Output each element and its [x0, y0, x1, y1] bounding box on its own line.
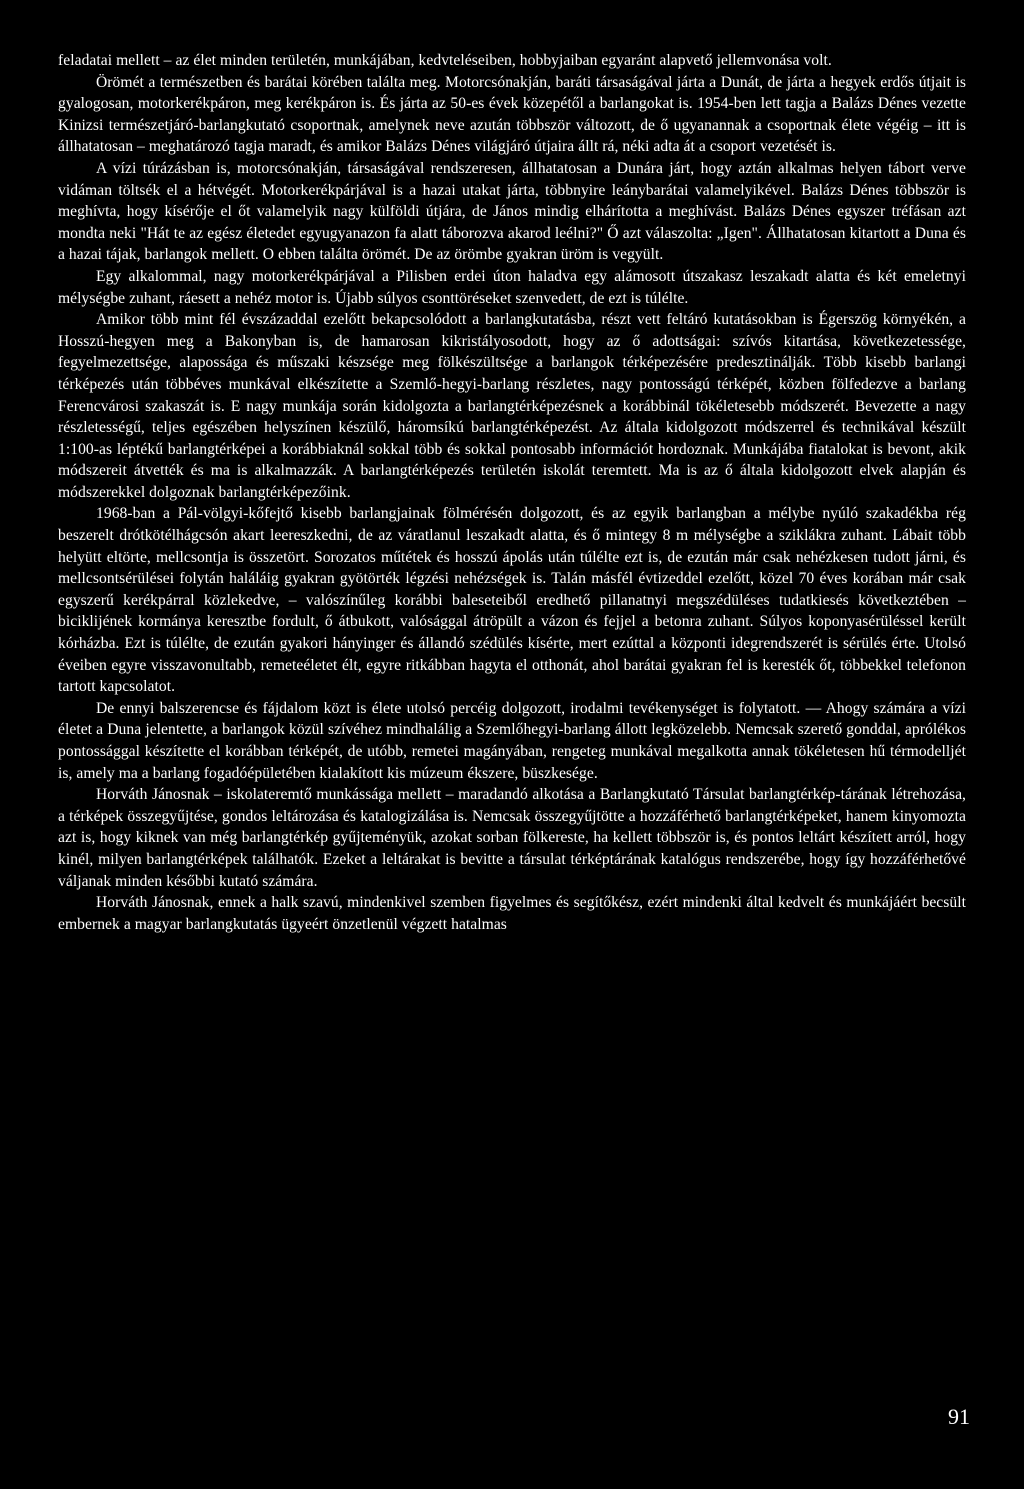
- article-body: [58, 50, 966, 935]
- page-number: 91: [948, 1404, 970, 1429]
- paragraph-4: Egy alkalommal, nagy motorkerékpárjával a Pilisben erdei úton haladva egy alámosott útszakasz leszakadt alatta és két emeletnyi mélységbe zuhant, ráesett a nehéz motor is. Újabb súlyos csonttöréseket szenvedett, de ezt is túlélte.: [58, 267, 966, 307]
- paragraph-6: 1968-ban a Pál-völgyi-kőfejtő kisebb barlangjainak fölmérésén dolgozott, és az egyik barlangban a mélybe nyúló szakadékba rég beszerelt drótkötélhágcsón akart leereszkedni, de az váratlanul leszakadt alatta, és ő mintegy 8 m mélységbe a sziklákra zuhant. Lábait több helyütt eltörte, mellcsontja is összetört. Sorozatos műtétek és hosszú ápolás után túlélte ezt is, de ezután már csak nehézkesen tudott járni, és mellcsontsérülései folytán haláláig gyakran gyötörték légzési nehézségek is. Talán másfél évtizeddel ezelőtt, közel 70 éves korában már csak egyszerű kerékpárral közlekedve, – valószínűleg korábbi baleseteiből eredhető pillanatnyi megszédüléses tudatkiesés következtében – biciklijének kormánya keresztbe fordult, ő átbukott, valósággal átröpült a vázon és fejjel a betonra zuhant. Súlyos koponyasérüléssel került kórházba. Ezt is túlélte, de ezután gyakori hányinger és állandó szédülés kísérte, mert ezúttal a központi idegrendszerét is sérülés érte. Utolsó éveiben egyre visszavonultabb, remeteéletet élt, egyre ritkábban hagyta el otthonát, ahol barátai gyakran fel is keresték őt, többekkel telefonon tartott kapcsolatot.: [58, 505, 966, 696]
- paragraph-3: A vízi túrázásban is, motorcsónakján, társaságával rendszeresen, állhatatosan a Dunára járt, hogy aztán alkalmas helyen tábort verve vidáman töltsék el a hétvégét. Motorkerékpárjával is a hazai utakat járta, többnyire leánybarátai valamelyikével. Balázs Dénes többször is meghívta, hogy kísérője el őt valamelyik nagy külföldi útjára, de János mindig elhárította a meghívást. Balázs Dénes egyszer tréfásan azt mondta neki "Hát te az egész életedet egyugyanazon fa alatt táborozva akarod leélni?" Ő azt válaszolta: „Igen". Állhatatosan kitartott a Duna és a hazai tájak, barlangok mellett. O ebben találta örömét. De az örömbe gyakran üröm is vegyült.: [58, 159, 966, 264]
- paragraph-7: De ennyi balszerencse és fájdalom közt is élete utolsó percéig dolgozott, irodalmi tevékenységet is folytatott. — Ahogy számára a vízi életet a Duna jelentette, a barlangok közül szívéhez mindhalálig a Szemlőhegyi-barlang állott legközelebb. Nemcsak szerető gonddal, aprólékos pontossággal készítette el korábban térképét, de utóbb, remetei magányában, rengeteg munkával megalkotta annak tökéletesen hű térmodelljét is, amely ma a barlang fogadóépületében kialakított kis múzeum ékszere, büszkesége.: [58, 699, 966, 782]
- paragraph-5: Amikor több mint fél évszázaddal ezelőtt bekapcsolódott a barlangkutatásba, részt vett feltáró kutatásokban is Égerszög környékén, a Hosszú-hegyen meg a Bakonyban is, de hamarosan kikristályosodott, hogy az ő adottságai: szívós kitartása, következetessége, fegyelmezettsége, alapossága és műszaki készsége meg fölkészültsége a barlangok térképezésére predesztinálják. Több kisebb barlangi térképezés után többéves munkával elkészítette a Szemlő-hegyi-barlang részletes, nagy pontosságú térképét, közben fölfedezve a barlang Ferencvárosi szakaszát is. E nagy munkája során kidolgozta a barlangtérképezésnek a korábbinál tökéletesebb módszerét. Bevezette a nagy részletességű, teljes egészében helyszínen készülő, háromsíkú barlangtérképezést. Az általa kidolgozott módszerrel és technikával készült 1:100-as léptékű barlangtérképei a korábbiaknál sokkal több és sokkal pontosabb információt hordoznak. Munkájába fiatalokat is bevont, akik módszereit átvették és ma is alkalmazzák. A barlangtérképezés területén iskolát teremtett. Ma is az ő általa kidolgozott elvek alapján és módszerekkel dolgoznak barlangtérképezőink.: [58, 311, 966, 501]
- paragraph-9: Horváth Jánosnak, ennek a halk szavú, mindenkivel szemben figyelmes és segítőkész, ezért mindenki által kedvelt és munkájáért becsült embernek a magyar barlangkutatás ügyeért önzetlenül végzett hatalmas: [58, 894, 966, 933]
- paragraph-1: feladatai mellett – az élet minden területén, munkájában, kedvteléseiben, hobbyjaiban egyaránt alapvető jellemvonása volt.: [58, 52, 832, 69]
- paragraph-2: Örömét a természetben és barátai körében találta meg. Motorcsónakján, baráti társaságával járta a Dunát, de járta a hegyek erdős útjait is gyalogosan, motorkerékpáron, meg kerékpáron is. És járta az 50-es évek közepétől a barlangokat is. 1954-ben lett tagja a Balázs Dénes vezette Kinizsi természetjáró-barlangkutató csoportnak, amelynek neve azután többször változott, de ő ugyanannak a csoportnak élete végéig – itt is állhatatosan – meghatározó tagja maradt, és amikor Balázs Dénes világjáró útjaira állt rá, néki adta át a csoport vezetését is.: [58, 73, 966, 156]
- paragraph-8: Horváth Jánosnak – iskolateremtő munkássága mellett – maradandó alkotása a Barlangkutató Társulat barlangtérkép-tárának létrehozása, a térképek összegyűjtése, gondos leltározása és katalogizálása is. Nemcsak összegyűjtötte a hozzáférhető barlangtérképeket, hanem kinyomozta azt is, hogy kiknek van még barlangtérkép gyűjteményük, azokat sorban fölkereste, ha kellett többször is, és pontos leltárt készített arról, hogy kinél, milyen barlangtérképek találhatók. Ezeket a leltárakat is bevitte a társulat térképtárának katalógus rendszerébe, hogy így hozzáférhetővé váljanak minden későbbi kutató számára.: [58, 786, 966, 890]
